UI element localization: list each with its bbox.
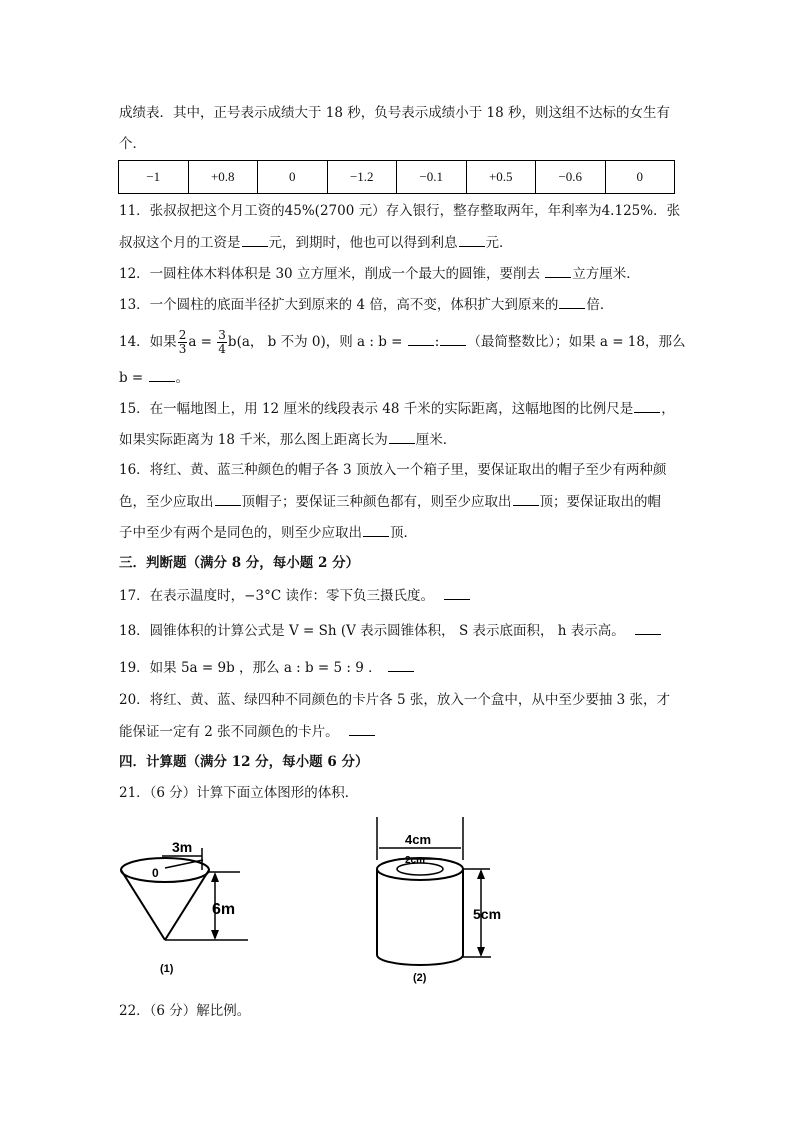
section-3-heading: 三．判断题（满分 8 分，每小题 2 分）	[119, 555, 360, 571]
inner-diameter-label: 2cm	[405, 855, 426, 866]
score-cell: −0.1	[397, 161, 467, 194]
center-label: 0	[152, 866, 159, 880]
answer-blank[interactable]	[459, 232, 485, 247]
score-cell: +0.8	[188, 161, 258, 194]
arrow-head-down	[211, 930, 219, 940]
q15-text-3: 如果实际距离为 18 千米，那么图上距离长为	[119, 432, 388, 448]
q16-line-2	[119, 491, 661, 512]
fraction-two-thirds: $\frac{2}{3}$	[178, 328, 187, 356]
answer-blank[interactable]	[349, 721, 375, 736]
q15-line-1	[119, 398, 675, 419]
answer-blank[interactable]	[635, 620, 661, 635]
q16-line-3	[119, 522, 417, 543]
q20-line-1: 20．将红、黄、蓝、绿四种不同颜色的卡片各 5 张，放入一个盒中，从中至少要抽 3 张，才	[119, 692, 671, 708]
q22-line: 22．（6 分）解比例。	[119, 1003, 251, 1019]
q11-text-2: 元，到期时，他也可以得到利息	[268, 235, 458, 251]
answer-blank[interactable]	[444, 585, 470, 600]
q14-text-1: 14．如果	[119, 334, 177, 350]
answer-blank[interactable]	[559, 294, 585, 309]
q13-text-1: 13．一个圆柱的底面半径扩大到原来的 4 倍，高不变，体积扩大到原来的	[119, 297, 559, 313]
fraction-three-fourths: $\frac{3}{4}$	[218, 328, 226, 356]
score-cell: −1.2	[327, 161, 397, 194]
cylinder-bottom	[377, 955, 463, 965]
outer-diameter-label: 4cm	[405, 832, 432, 847]
q11-line-1: 11．张叔叔把这个月工资的45%(2700 元）存入银行，整存整取两年，年利率为4.125%．张	[119, 203, 681, 219]
answer-blank[interactable]	[215, 491, 241, 506]
q13-line	[119, 294, 613, 315]
radius-line	[165, 860, 203, 868]
q16-text-1: 色，至少应取出	[119, 494, 214, 510]
answer-blank[interactable]	[440, 331, 466, 346]
q14-text-7: 。	[175, 370, 190, 386]
q14-line-2	[119, 367, 189, 388]
q17-text: 17．在表示温度时，−3°C 读作：零下负三摄氏度。	[119, 588, 434, 604]
q11-text-1: 叔叔这个月的工资是	[119, 235, 241, 251]
arrow-head-up	[211, 872, 219, 882]
answer-blank[interactable]	[634, 398, 660, 413]
height-label: 6m	[212, 901, 236, 918]
score-table	[118, 160, 675, 194]
intro-line-1: 成绩表．其中，正号表示成绩大于 18 秒，负号表示成绩小于 18 秒，则这组不达标的女生有	[119, 105, 671, 121]
answer-blank[interactable]	[513, 491, 539, 506]
cylinder-figure	[365, 815, 515, 990]
q14-text-5: （最简整数比）；如果 a = 18，那么	[467, 334, 686, 350]
q12-text-1: 12．一圆柱体木料体积是 30 立方厘米，削成一个最大的圆锥，要削去	[119, 266, 545, 282]
q19-text: 19．如果 5a = 9b ，那么 a : b = 5 : 9 ．	[119, 660, 382, 676]
answer-blank[interactable]	[389, 429, 415, 444]
radius-label: 3m	[172, 839, 193, 855]
q14-text-2: a =	[188, 334, 217, 350]
q18-text: 18．圆锥体积的计算公式是 V = Sh (V 表示圆锥体积， S 表示底面积， h 表示高。	[119, 623, 625, 639]
q14-text-6: b =	[119, 370, 148, 386]
score-cell: −0.6	[536, 161, 606, 194]
q15-text-1: 15．在一幅地图上，用 12 厘米的线段表示 48 千米的实际距离，这幅地图的比例尺是	[119, 401, 634, 417]
height-label: 5cm	[473, 906, 502, 922]
answer-blank[interactable]	[408, 331, 434, 346]
q12-text-2: 立方厘米．	[572, 266, 640, 282]
q14-line-1	[119, 327, 686, 357]
section-4-heading: 四．计算题（满分 12 分，每小题 6 分）	[119, 754, 369, 770]
q13-text-2: 倍．	[586, 297, 614, 313]
answer-blank[interactable]	[545, 263, 571, 278]
q17-line	[119, 585, 471, 606]
figure-2-label: (2)	[413, 972, 427, 984]
q16-line-1: 16．将红、黄、蓝三种颜色的帽子各 3 顶放入一个箱子里，要保证取出的帽子至少有两种颜	[119, 462, 667, 478]
q12-line	[119, 263, 640, 284]
q14-text-3: b(a， b 不为 0)，则 a : b =	[227, 334, 407, 350]
q16-text-5: 顶．	[390, 525, 417, 541]
score-cell: +0.5	[466, 161, 536, 194]
score-cell: −1	[119, 161, 189, 194]
q18-line	[119, 620, 662, 641]
q16-text-4: 子中至少有两个是同色的，则至少应取出	[119, 525, 362, 541]
q20-text: 能保证一定有 2 张不同颜色的卡片。	[119, 724, 339, 740]
answer-blank[interactable]	[363, 522, 389, 537]
q15-text-2: ，	[661, 401, 675, 417]
q20-line-2	[119, 721, 376, 742]
arrow-head-up	[477, 869, 485, 879]
score-cell: 0	[605, 161, 675, 194]
q11-text-3: 元．	[485, 235, 513, 251]
q14-text-4: :	[434, 334, 440, 350]
intro-line-2: 个．	[119, 136, 146, 152]
q19-line	[119, 657, 415, 678]
answer-blank[interactable]	[242, 232, 268, 247]
q15-line-2	[119, 429, 456, 450]
q15-text-4: 厘米．	[415, 432, 457, 448]
cone-figure	[110, 830, 270, 980]
q16-text-2: 顶帽子；要保证三种颜色都有，则至少应取出	[241, 494, 512, 510]
figure-1-label: (1)	[160, 963, 174, 975]
q11-line-2	[119, 232, 513, 253]
answer-blank[interactable]	[388, 657, 414, 672]
q21-line: 21．（6 分）计算下面立体图形的体积．	[119, 785, 359, 801]
arrow-head-down	[477, 947, 485, 957]
q16-text-3: 顶；要保证取出的帽	[539, 494, 661, 510]
score-cell: 0	[258, 161, 328, 194]
answer-blank[interactable]	[149, 367, 175, 382]
